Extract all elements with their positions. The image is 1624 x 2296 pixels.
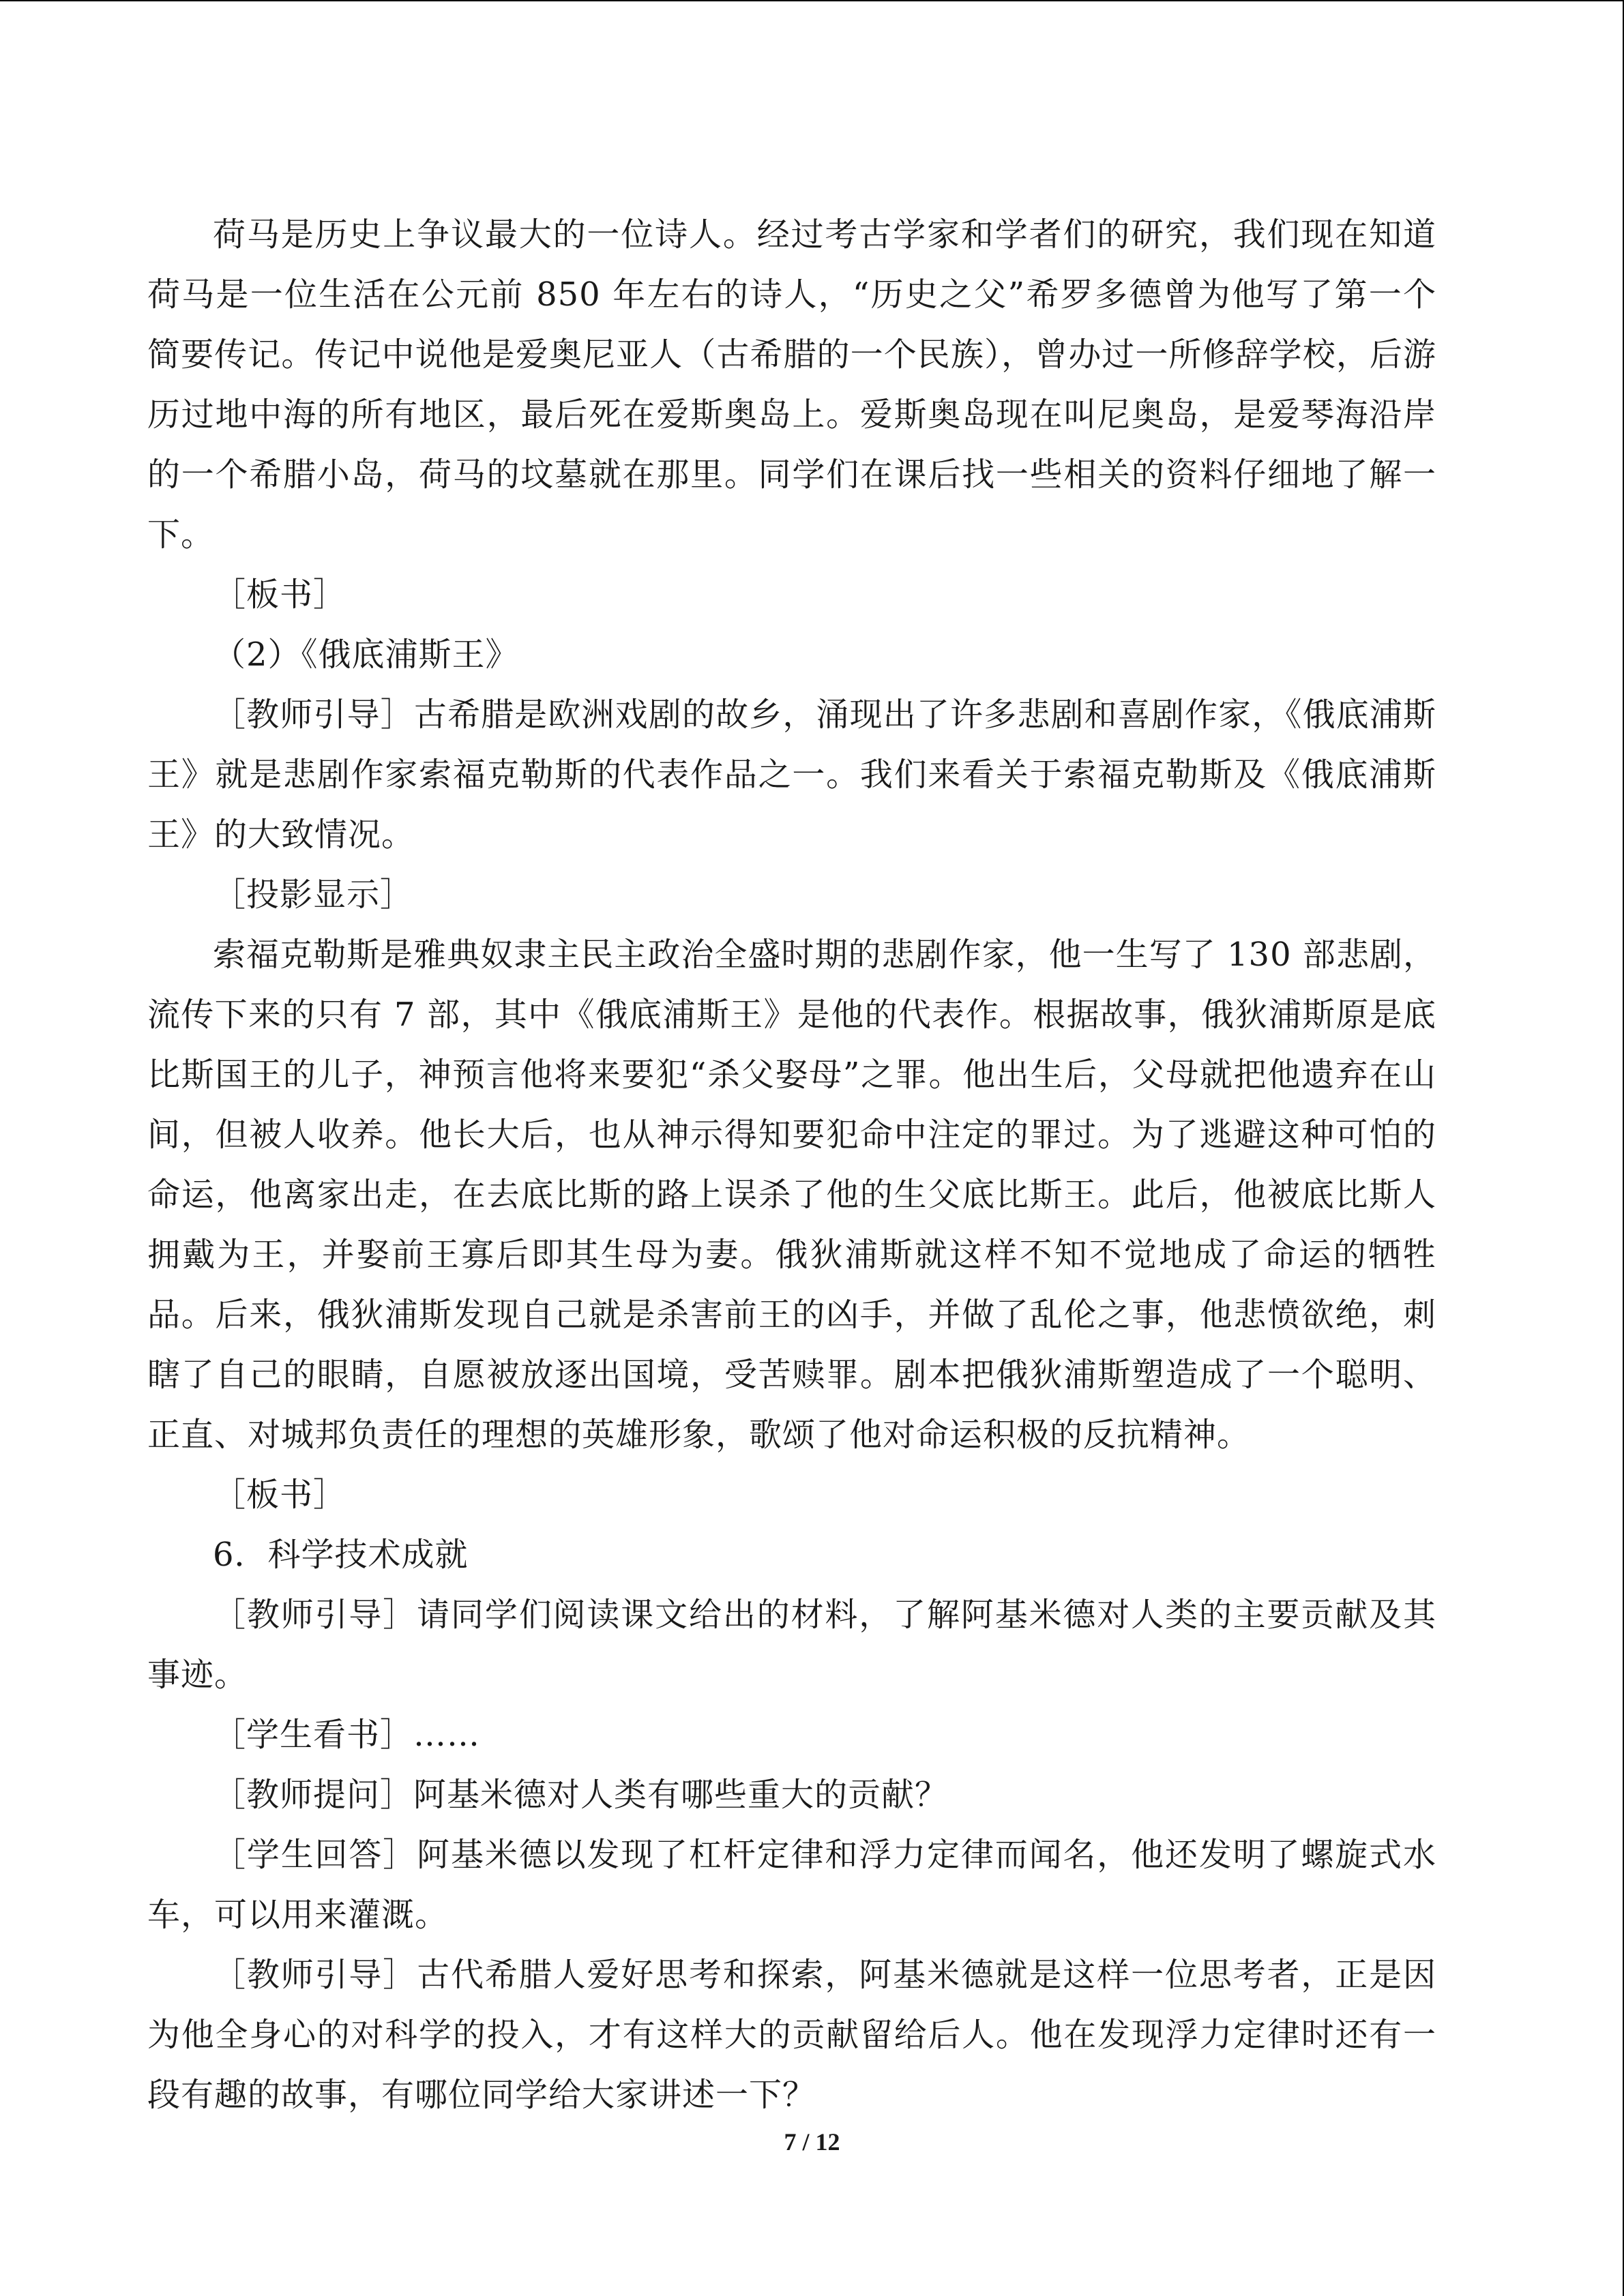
paragraph-homer: 荷马是历史上争议最大的一位诗人。经过考古学家和学者们的研究，我们现在知道荷马是一位生活在公元前 850 年左右的诗人，“历史之父”希罗多德曾为他写了第一个简要传记。传记中说他是爱奥尼亚人（古希腊的一个民族），曾办过一所修辞学校，后游历过地中海的所有地区，最后死在爱斯奥岛上。爱斯奥岛现在叫尼奥岛，是爱琴海沿岸的一个希腊小岛，荷马的坟墓就在那里。同学们在课后找一些相关的资料仔细地了解一下。 [147, 215, 1436, 554]
paragraph-student-reading: ［学生看书］…… [213, 1716, 481, 1754]
paragraph-sophocles: 索福克勒斯是雅典奴隶主民主政治全盛时期的悲剧作家，他一生写了 130 部悲剧，流传下来的只有 7 部，其中《俄底浦斯王》是他的代表作。根据故事，俄狄浦斯原是底比斯国王的儿子，神预言他将来要犯“杀父娶母”之罪。他出生后，父母就把他遗弃在山间，但被人收养。他长大后，也从神示得知要犯命中注定的罪过。为了逃避这种可怕的命运，他离家出走，在去底比斯的路上误杀了他的生父底比斯王。此后，他被底比斯人拥戴为王，并娶前王寡后即其生母为妻。俄狄浦斯就这样不知不觉地成了命运的牺牲品。后来，俄狄浦斯发现自己就是杀害前王的凶手，并做了乱伦之事，他悲愤欲绝，刺瞎了自己的眼睛，自愿被放逐出国境，受苦赎罪。剧本把俄狄浦斯塑造成了一个聪明、正直、对城邦负责任的理想的英雄形象，歌颂了他对命运积极的反抗精神。 [147, 936, 1436, 1454]
paragraph-student-answer: ［学生回答］阿基米德以发现了杠杆定律和浮力定律而闻名，他还发明了螺旋式水车，可以用来灌溉。 [147, 1836, 1436, 1934]
paragraph-oedipus-heading: （2）《俄底浦斯王》 [213, 636, 519, 674]
paragraph-science-heading: 6．科学技术成就 [213, 1536, 469, 1574]
paragraph-blackboard-2: ［板书］ [213, 1476, 347, 1514]
paragraph-teacher-guide-2: ［教师引导］请同学们阅读课文给出的材料，了解阿基米德对人类的主要贡献及其事迹。 [147, 1596, 1436, 1694]
paragraph-teacher-guide-1: ［教师引导］古希腊是欧洲戏剧的故乡，涌现出了许多悲剧和喜剧作家，《俄底浦斯王》就是悲剧作家索福克勒斯的代表作品之一。我们来看关于索福克勒斯及《俄底浦斯王》的大致情况。 [147, 696, 1436, 854]
paragraph-teacher-question: ［教师提问］阿基米德对人类有哪些重大的贡献？ [213, 1776, 949, 1814]
page-number: 7 / 12 [784, 2128, 840, 2156]
paragraph-teacher-guide-3: ［教师引导］古代希腊人爱好思考和探索，阿基米德就是这样一位思考者，正是因为他全身心的对科学的投入，才有这样大的贡献留给后人。他在发现浮力定律时还有一段有趣的故事，有哪位同学给大家讲述一下？ [147, 1956, 1436, 2114]
paragraph-blackboard-1: ［板书］ [213, 576, 347, 614]
document-body [147, 205, 1436, 2125]
paragraph-projection: ［投影显示］ [213, 876, 414, 914]
